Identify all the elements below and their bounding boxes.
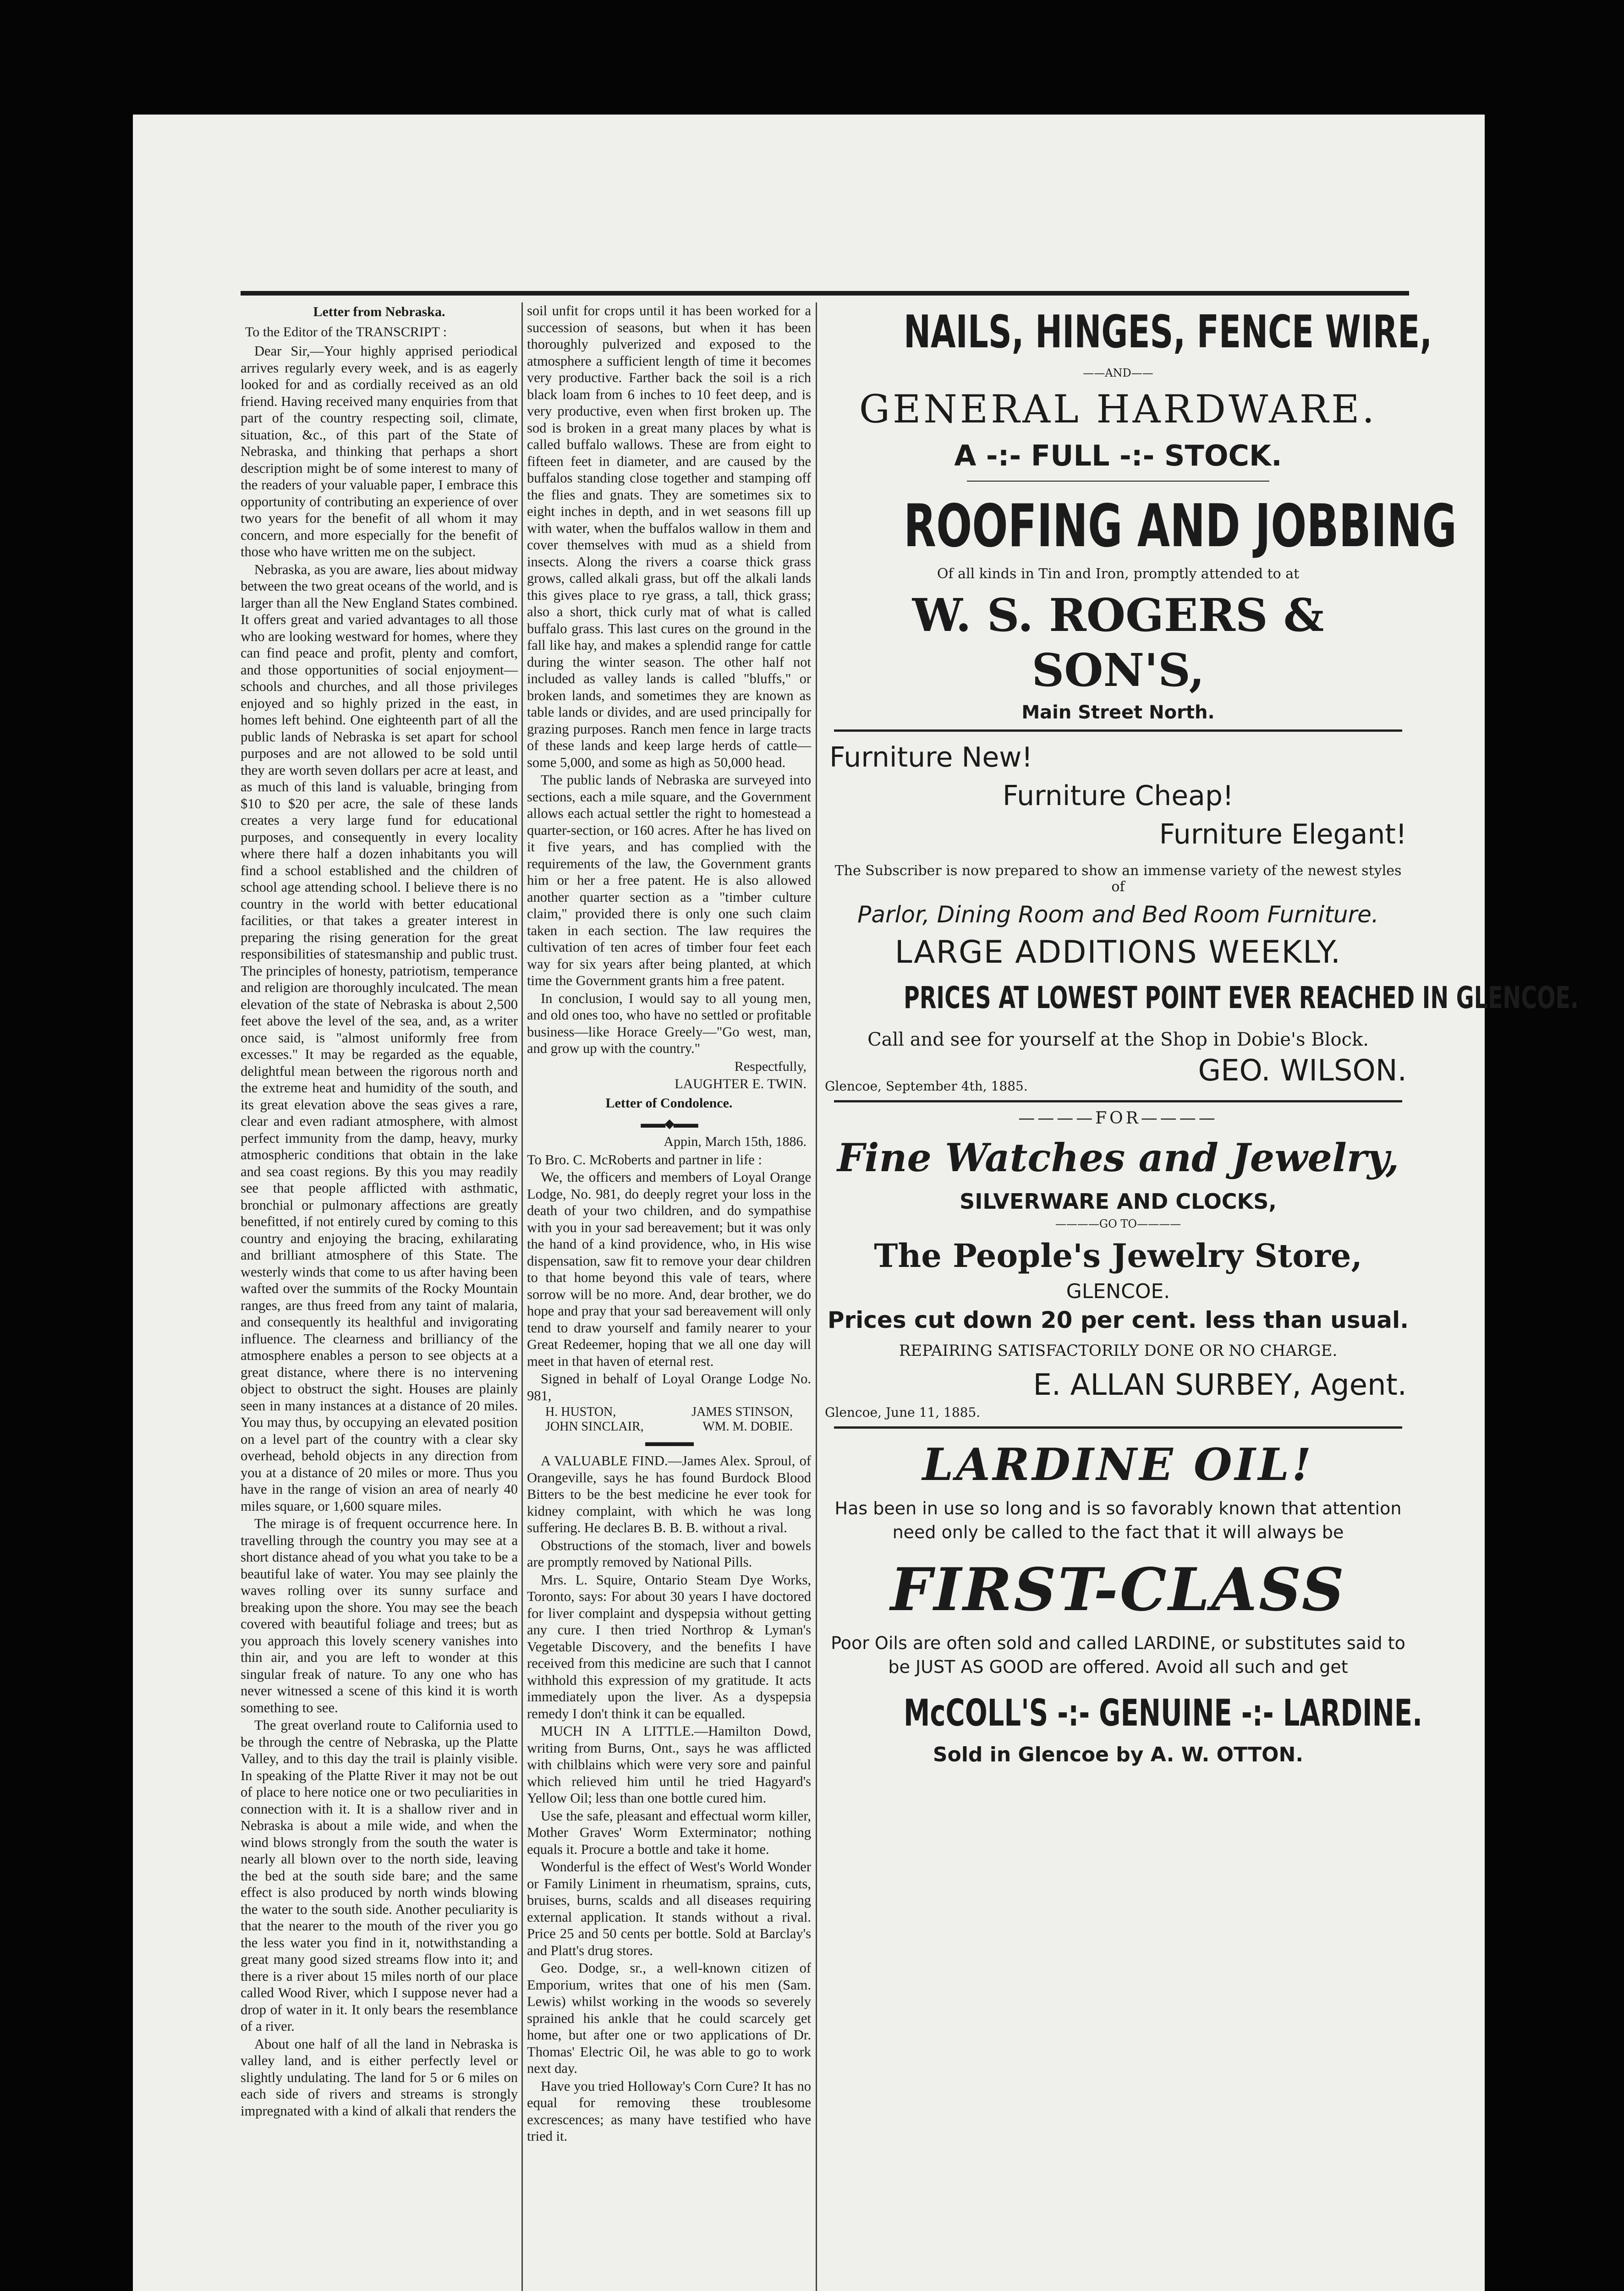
article-paragraph: In conclusion, I would say to all young men, and old ones too, who have no settled or profitable business—like Horace Greely—"Go west, man, and grow up with the country." (527, 990, 811, 1056)
article-paragraph: The public lands of Nebraska are surveyed into sections, each a mile square, and the Government allows each actual settler the right to homestead a quarter-section, or 160 acres. After he has lived on it five years, and has complied with the requirements of the law, the Government grants him or her a free patent. He is also allowed another quarter section as a "timber culture claim," provided there is only one such claim taken in each section. The law requires the cultivation of ten acres of timber four feet each way for six years after being planted, at which time the Government grants him a free patent. (527, 772, 811, 988)
agent-name: E. ALLAN SURBEY, Agent. (1033, 1368, 1407, 1402)
article-paragraph: Nebraska, as you are aware, lies about midway between the two great oceans of the world, and is larger than all the New England States combined. It offers great and varied advantages to all those who are looking westward for homes, where they can find peace and profit, plenty and comfort, and those opportunities of social enjoyment—schools and churches, and all those privileges enjoyed and so highly prized in the east, in homes left behind. One eighteenth part of all the public lands of Nebraska is set apart for school purposes and are not allowed to be sold until they are worth seven dollars per acre at least, and as much of this land is valuable, bringing from $10 to $20 per acre, the sale of these lands creates a very large fund for educational purposes, and consequently in every locality where there half a dozen inhabitants you will find a school established and the children of school age attending school. I believe there is no country in the world with better educational facilities, or that takes a greater interest in preparing the rising generation for the great responsibilities of statesmanship and public trust. The principles of honesty, patriotism, temperance and religion are thoroughly inculcated. The mean elevation of the state of Nebraska is about 2,500 feet above the level of the sea, and, as a writer once said, is "almost uniformly free from excesses." It may be regarded as the equable, delightful mean between the rigorous north and the extreme heat and humidity of the south, and its great elevation above the seas gives a rare, clear and even radiant atmosphere, with almost perfect immunity from the damp, heavy, murky atmospheric conditions that obtain in the lake and sea coast regions. By this you may readily see that people afflicted with asthmatic, bronchial or pulmonary affections are greatly benefitted, if not entirely cured by coming to this country and enjoying the bracing, exhilarating and brilliant atmosphere of this State. The westerly winds that come to us after having been wafted over the summits of the Rocky Mountain ranges, are thus freed from any taint of malaria, and consequently its healthful and invigorating influence. The clearness and brilliancy of the atmosphere enables a person to see objects at a great distance, where there is no intervening object to obstruct the sight. Houses are plainly seen in many instances at a distance of 20 miles. You may thus, by occupying an elevated position on a level part of the country with a clear sky overhead, behold objects in any direction from you at a distance of 20 miles or more. Thus you have in the range of vision an area of nearly 40 miles square, or 1,600 square miles. (241, 561, 518, 1514)
condolence-date: Appin, March 15th, 1886. (664, 1134, 807, 1149)
goto-label: GO TO (1099, 1217, 1137, 1230)
article-paragraph: The great overland route to California used to be through the centre of Nebraska, up the Platte Valley, and to this day the trail is plainly visible. In speaking of the Platte River it may not be out of place to here notice one or two peculiarities in connection with it. It is a shallow river and in Nebraska is about a mile wide, and when the wind blows strongly from the south the water is nearly all blown over to the north side, leaving the bed at the south side bare; and the same effect is also produced by north winds blowing the water to the south side. Another peculiarity is that the nearer to the mouth of the river you go the less water you find in it, notwithstanding a great many good sized streams flow into it; and there is a river about 15 miles north of our place called Wood River, which I suppose never had a drop of water in it. It only bears the resemblance of a river. (241, 1717, 518, 2034)
roofing-sub: Of all kinds in Tin and Iron, promptly attended to at (937, 566, 1300, 582)
notice-paragraph: Use the safe, pleasant and effectual worm killer, Mother Graves' Worm Exterminator; nothing equals it. Procure a bottle and take it home. (527, 1808, 811, 1857)
condolence-recipient: To Bro. C. McRoberts and partner in life : (527, 1151, 762, 1167)
main-street: Main Street North. (1021, 702, 1215, 723)
repairing: REPAIRING SATISFACTORILY DONE OR NO CHARGE. (899, 1342, 1338, 1360)
letter-close: Respectfully, (734, 1058, 807, 1074)
signer: JAMES STINSON, (691, 1405, 793, 1419)
roofing-headline: ROOFING AND JOBBING (904, 492, 1457, 560)
ad-divider (834, 729, 1402, 732)
signer: WM. M. DOBIE. (702, 1420, 793, 1434)
short-rule (967, 481, 1269, 482)
article-paragraph: The mirage is of frequent occurrence here. In travelling through the country you may see at a short distance ahead of you what you take to be a beautiful lake of water. You may see plainly the waves rolling over its sunny surface and breaking upon the shore. You may see the beach covered with beautiful foliage and trees; but as you approach this lovely scenery vanishes into thin air, and you are left to wonder at this singular freak of nature. To any one who has never witnessed a scene of this kind it is worth something to see. (241, 1516, 518, 1716)
hardware-headline: NAILS, HINGES, FENCE WIRE, (904, 306, 1432, 358)
mccolls-lardine: McCOLL'S -:- GENUINE -:- LARDINE. (904, 1692, 1423, 1734)
jewelry-date: Glencoe, June 11, 1885. (825, 1405, 981, 1420)
furniture-new: Furniture New! (829, 741, 1033, 773)
advertisements-column (820, 302, 1579, 1771)
signer-row (527, 1405, 811, 1420)
furniture-sub: The Subscriber is now prepared to show an immense variety of the newest styles of (834, 863, 1402, 895)
furniture-styles: Parlor, Dining Room and Bed Room Furniture. (857, 901, 1379, 928)
lowest-prices: PRICES AT LOWEST POINT EVER REACHED IN GLENCOE. (904, 980, 1579, 1015)
prices-cut: Prices cut down 20 per cent. less than usual. (827, 1307, 1409, 1333)
lardine-headline: LARDINE OIL! (922, 1439, 1314, 1491)
goto-divider: ————GO TO———— (1055, 1217, 1181, 1230)
rogers-name: W. S. ROGERS & SON'S, (912, 589, 1324, 697)
column-middle (527, 302, 811, 2291)
condolence-heading: Letter of Condolence. (605, 1095, 733, 1111)
for-label: FOR (1095, 1109, 1141, 1128)
for-divider: ————FOR———— (1018, 1109, 1218, 1128)
furniture-signature: GEO. WILSON. (1198, 1054, 1407, 1088)
hardware-ad (820, 302, 1457, 723)
letter-signature: LAUGHTER E. TWIN. (675, 1076, 807, 1091)
large-additions: LARGE ADDITIONS WEEKLY. (894, 934, 1342, 970)
furniture-cheap: Furniture Cheap! (1002, 780, 1234, 812)
glencoe: GLENCOE. (1066, 1280, 1170, 1303)
notice-paragraph: A VALUABLE FIND.—James Alex. Sproul, of Orangeville, says he has found Burdock Blood Bitters to be the best medicine he ever took for kidney complaint, with which he was long suffering. He declares B. B. B. without a rival. (527, 1453, 811, 1535)
general-hardware: GENERAL HARDWARE. (859, 387, 1377, 432)
and-divider: ——AND—— (1083, 367, 1153, 379)
lardine-sub: Has been in use so long and is so favorably known that attention need only be called to the fact that it will always be (834, 1498, 1402, 1542)
poor-oils: Poor Oils are often sold and called LARDINE, or substitutes said to be JUST AS GOOD are offered. Avoid all such and get (831, 1633, 1405, 1677)
full-stock: A -:- FULL -:- STOCK. (954, 439, 1282, 472)
sold-by: Sold in Glencoe by A. W. OTTON. (933, 1743, 1304, 1766)
article-paragraph: About one half of all the land in Nebraska is valley land, and is either perfectly level or slightly undulating. The land for 5 or 6 miles on each side of rivers and streams is strongly impregnated with a kind of alkali that renders the (241, 2036, 518, 2119)
article-heading: Letter from Nebraska. (313, 304, 445, 319)
signer: H. HUSTON, (545, 1405, 616, 1419)
condolence-paragraph: We, the officers and members of Loyal Orange Lodge, No. 981, do deeply regret your loss in the death of your two children, and do sympathise with you in your sad bereavement; but it was only the hand of a kind providence, who, in His wise dispensation, saw fit to remove your dear children to that home beyond this vale of tears, where sorrow will be no more. And, dear brother, we do hope and pray that your sad bereavement will only tend to draw yourself and family nearer to your Great Redeemer, hoping that we all one day will meet in that haven of eternal rest. (527, 1169, 811, 1369)
notice-paragraph: Wonderful is the effect of West's World Wonder or Family Liniment in rheumatism, sprains, cuts, bruises, burns, scalds and all diseases requiring external application. It stands without a rival. Price 25 and 50 cents per bottle. Sold at Barclay's and Platt's drug stores. (527, 1859, 811, 1958)
ad-divider (834, 1426, 1402, 1429)
article-paragraph: soil unfit for crops until it has been worked for a succession of seasons, but when it has been thoroughly pulverized and exposed to the atmosphere a sufficient length of time it becomes very productive. Farther back the soil is a rich black loam from 6 inches to 10 feet deep, and is very productive, even when first broken up. The sod is broken in a great many places by what is called buffalo wallows. These are from eight to fifteen feet in diameter, and are caused by the buffalos standing close together and stamping off the flies and gnats. They are sometimes six to eight inches in depth, and in wet seasons fill up with water, when the buffalos wallow in them and cover themselves with mud as a shield from insects. Along the rivers a coarse thick grass grows, called alkali grass, but off the alkali lands this gives place to rye grass, a tall, thick grass; also a short, thick curly mat of what is called buffalo grass. This last cures on the ground in the fall like hay, and makes a splendid range for cattle during the winter season. The other half not included as valley lands is called "bluffs," or broken lands, and sometimes they are known as table lands or divides, and are used principally for grazing purposes. Ranch men fence in large tracts of these lands and keep large herds of cattle—some 5,000, and some as high as 50,000 head. (527, 303, 811, 770)
and-label: AND (1105, 367, 1131, 379)
notice-paragraph: Have you tried Holloway's Corn Cure? It has no equal for removing these troublesome excrescences; as many have testified who have tried it. (527, 2078, 811, 2144)
notice-paragraph: Obstructions of the stomach, liver and bowels are promptly removed by National Pills. (527, 1537, 811, 1570)
call-and-see: Call and see for yourself at the Shop in Dobie's Block. (867, 1029, 1369, 1050)
jewelry-headline: Fine Watches and Jewelry, (837, 1135, 1399, 1180)
notice-paragraph: Geo. Dodge, sr., a well-known citizen of Emporium, writes that one of his men (Sam. Lewis) whilst working in the woods so severely sprained his ankle that he could scarcely get home, but after one or two applications of Dr. Thomas' Electric Oil, he was able to go to work next day. (527, 1960, 811, 2076)
first-class: FIRST-CLASS (890, 1556, 1346, 1624)
column-left (241, 302, 518, 2291)
top-rule (241, 291, 1409, 296)
column-divider (521, 302, 523, 2291)
lardine-ad (820, 1435, 1423, 1766)
wavy-rule: ▬▬◆▬▬ (641, 1116, 697, 1131)
furniture-elegant: Furniture Elegant! (1159, 818, 1407, 850)
wavy-rule: ▬▬▬▬ (645, 1435, 693, 1449)
jewelry-ad (820, 1109, 1416, 1420)
signer-row (527, 1420, 811, 1434)
notice-paragraph: Mrs. L. Squire, Ontario Steam Dye Works, Toronto, says: For about 30 years I have doctored for liver complaint and dyspepsia without getting any cure. I then tried Northrop & Lyman's Vegetable Discovery, and the benefits I have received from this medicine are such that I cannot withhold this expression of my gratitude. It acts immediately upon the liver. As a dyspepsia remedy I don't think it can be equalled. (527, 1572, 811, 1721)
furniture-date: Glencoe, September 4th, 1885. (825, 1079, 1028, 1094)
article-paragraph: Dear Sir,—Your highly apprised periodical arrives regularly every week, and is as eagerly looked for and as cordially received as an old friend. Having received many enquiries from that part of the country respecting soil, climate, situation, &c., of this part of the State of Nebraska, and thinking that perhaps a short description might be of some interest to many of the readers of your valuable paper, I embrace this opportunity of contributing an experience of over two years for the benefit of all whom it may concern, and more especially for the benefit of those who have written me on the subject. (241, 343, 518, 559)
ad-divider (834, 1100, 1402, 1102)
article-salutation: To the Editor of the TRANSCRIPT : (245, 324, 447, 340)
notice-paragraph: MUCH IN A LITTLE.—Hamilton Dowd, writing from Burns, Ont., says he was afflicted with chilblains which were very sore and painful which relieved him until he tried Hagyard's Yellow Oil; less than one bottle cured him. (527, 1723, 811, 1806)
column-divider (816, 302, 817, 2291)
jewelry-store: The People's Jewelry Store, (874, 1237, 1362, 1275)
condolence-paragraph: Signed in behalf of Loyal Orange Lodge No. 981, (527, 1371, 811, 1403)
silverware: SILVERWARE AND CLOCKS, (960, 1189, 1277, 1214)
signer: JOHN SINCLAIR, (545, 1420, 644, 1434)
furniture-ad (820, 738, 1579, 1094)
